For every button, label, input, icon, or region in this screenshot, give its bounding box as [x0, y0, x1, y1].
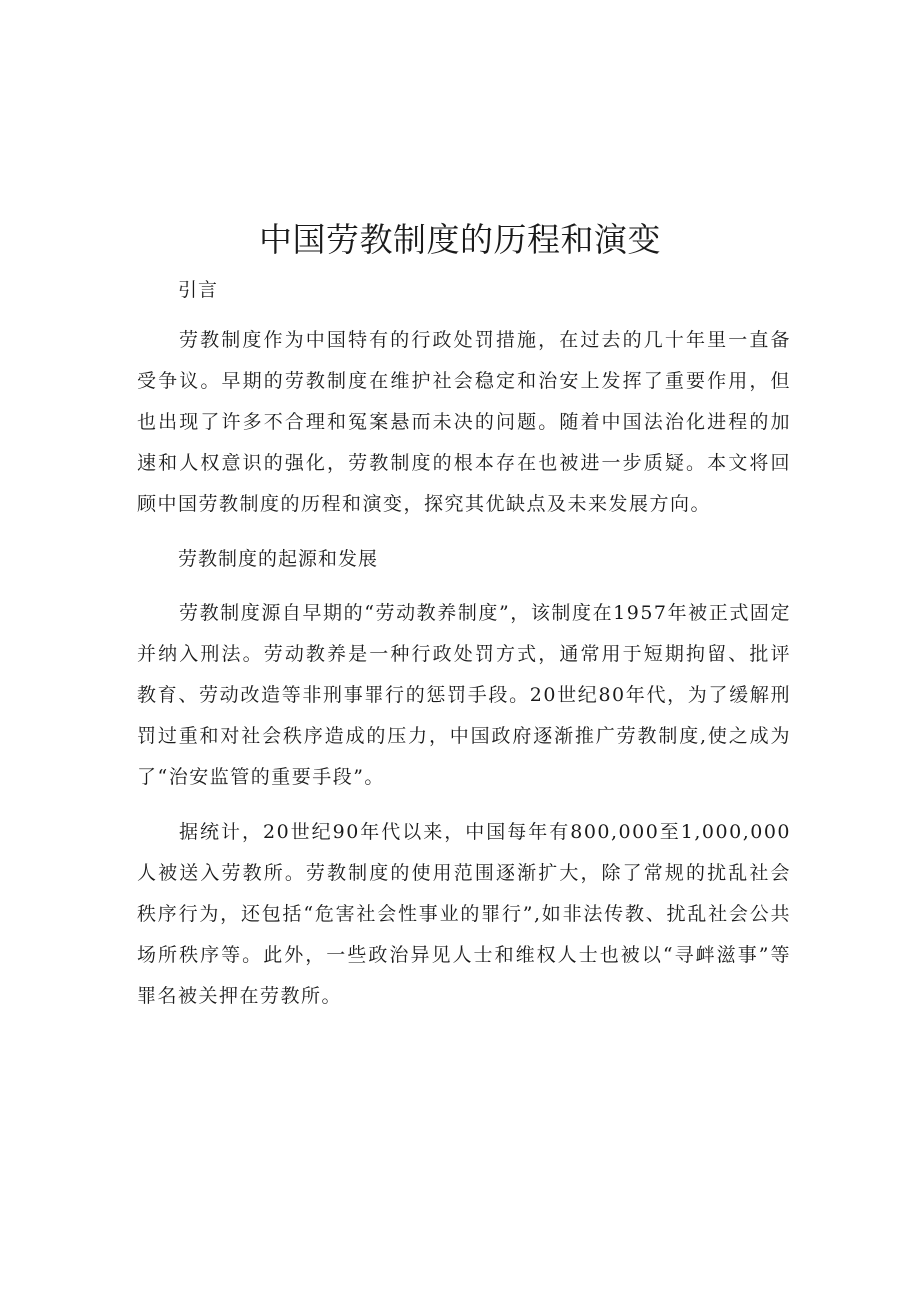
paragraph-origin: 劳教制度源自早期的“劳动教养制度”，该制度在1957年被正式固定并纳入刑法。劳动教养是一种行政处罚方式，通常用于短期拘留、批评教育、劳动改造等非刑事罪行的惩罚手段。20世纪80年代，为了缓解刑罚过重和对社会秩序造成的压力，中国政府逐渐推广劳教制度,使之成为了“治安监管的重要手段”。 [137, 602, 791, 788]
section-heading-origin: 劳教制度的起源和发展 [178, 548, 379, 570]
paragraph-introduction: 劳教制度作为中国特有的行政处罚措施，在过去的几十年里一直备受争议。早期的劳教制度在维护社会稳定和治安上发挥了重要作用，但也出现了许多不合理和冤案悬而未决的问题。随着中国法治化进程的加速和人权意识的强化，劳教制度的根本存在也被进一步质疑。本文将回顾中国劳教制度的历程和演变，探究其优缺点及未来发展方向。 [137, 329, 791, 515]
paragraph-statistics: 据统计，20世纪90年代以来，中国每年有800,000至1,000,000人被送入劳教所。劳教制度的使用范围逐渐扩大，除了常规的扰乱社会秩序行为，还包括“危害社会性事业的罪行”,如非法传教、扰乱社会公共场所秩序等。此外，一些政治异见人士和维权人士也被以“寻衅滋事”等罪名被关押在劳教所。 [137, 821, 791, 1007]
section-heading-introduction: 引言 [178, 279, 219, 301]
document-title: 中国劳教制度的历程和演变 [259, 220, 661, 259]
